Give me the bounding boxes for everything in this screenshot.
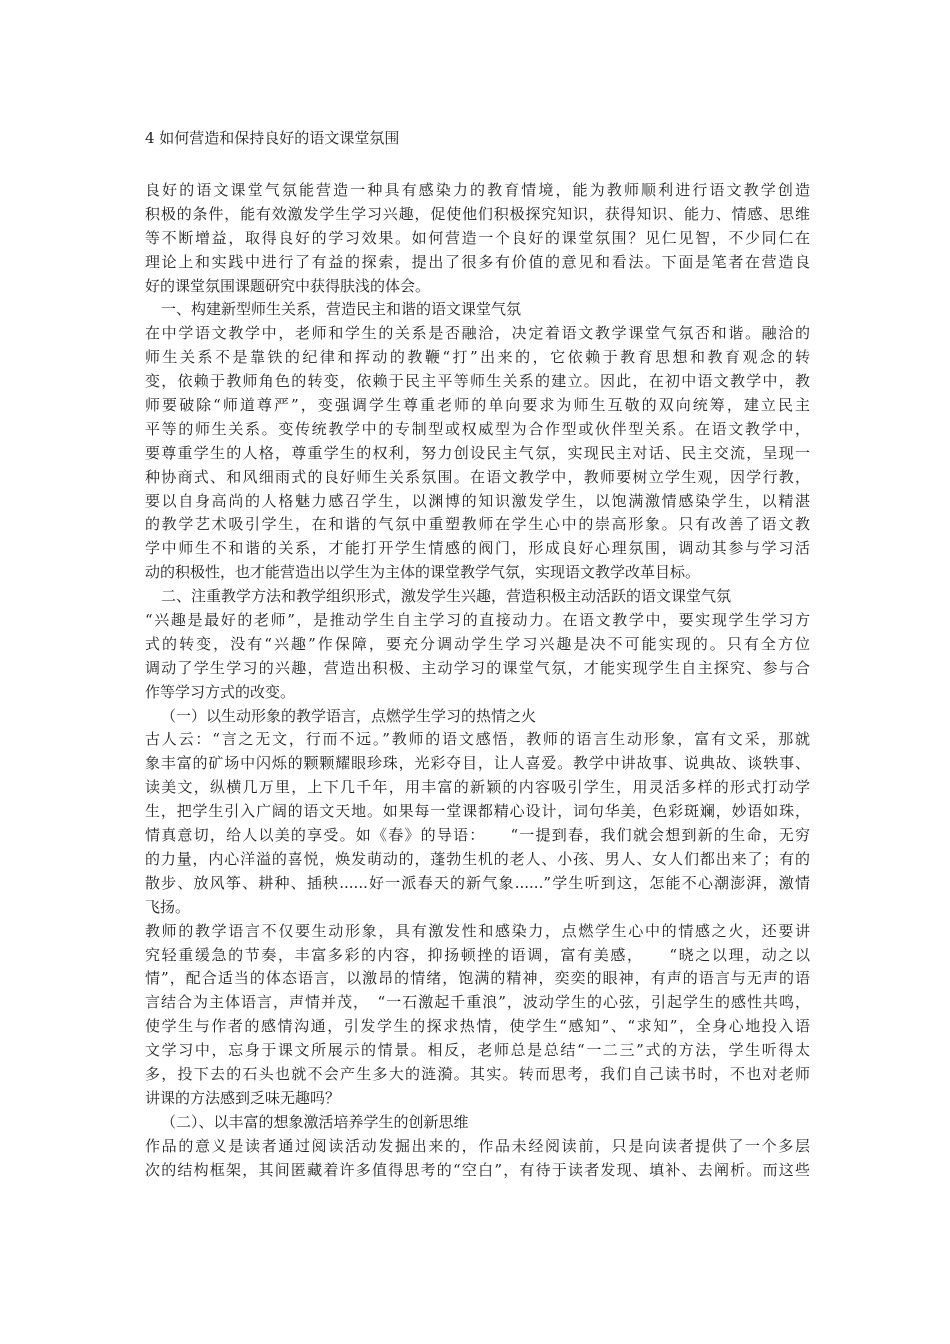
text-line: 古人云：“言之无文，行而不远。”教师的语文感悟，教师的语言生动形象，富有文采，那就 — [145, 730, 810, 749]
text-line: 的教学艺术吸引学生，在和谐的气氛中重塑教师在学生心中的崇高形象。只有改善了语文教 — [145, 515, 810, 534]
text-line: 飞扬。 — [145, 897, 191, 916]
text-line: 学中师生不和谐的关系，才能打开学生情感的阀门，形成良好心理氛围，调动其参与学习活 — [145, 539, 810, 558]
text-line: 在中学语文教学中，老师和学生的关系是否融洽，决定着语文教学课堂气氛否和谐。融洽的 — [145, 324, 810, 343]
text-line: 情”，配合适当的体态语言，以激昂的情绪，饱满的精神，奕奕的眼神，有声的语言与无声的语 — [145, 969, 810, 988]
section-title: 4 如何营造和保持良好的语文课堂氛围 — [145, 129, 400, 147]
text-line: 散步、放风筝、耕种、插秧......好一派春天的新气象......”学生听到这，怎能不心潮澎湃，激情 — [145, 873, 810, 892]
text-line: 讲课的方法感到乏味无趣吗？ — [145, 1088, 341, 1107]
text-line: 教师的教学语言不仅要生动形象，具有激发性和感染力，点燃学生心中的情感之火，还要讲 — [145, 921, 810, 940]
text-line: 作等学习方式的改变。 — [145, 682, 296, 701]
text-line: 生，把学生引入广阔的语文天地。如果每一堂课都精心设计，词句华美，色彩斑斓，妙语如珠， — [145, 802, 810, 821]
text-line: 的力量，内心洋溢的喜悦，焕发萌动的，蓬勃生机的老人、小孩、男人、女人们都出来了；有的 — [145, 849, 810, 868]
text-line: 作品的意义是读者通过阅读活动发掘出来的，作品未经阅读前，只是向读者提供了一个多层 — [145, 1136, 810, 1155]
text-line: 理论上和实践中进行了有益的探索，提出了很多有价值的意见和看法。下面是笔者在营造良 — [145, 252, 810, 271]
section-heading-line: （二）、以丰富的想象激活培养学生的创新思维 — [161, 1112, 469, 1131]
text-line: 象丰富的矿场中闪烁的颗颗耀眼珍珠，光彩夺目，让人喜爱。教学中讲故事、说典故、谈轶事、 — [145, 754, 810, 773]
text-line: 多，投下去的石头也就不会产生多大的涟漪。其实。转而思考，我们自己读书时，不也对老师 — [145, 1064, 810, 1083]
text-line: 究轻重缓急的节奏，丰富多彩的内容，抑扬顿挫的语调，富有美感， “晓之以理，动之以 — [145, 945, 810, 964]
text-line: 积极的条件，能有效激发学生学习兴趣，促使他们积极探究知识，获得知识、能力、情感、思维 — [145, 204, 810, 223]
text-line: 种协商式、和风细雨式的良好师生关系氛围。在语文教学中，教师要树立学生观，因学行教， — [145, 467, 810, 486]
text-line: 师要破除“师道尊严”，变强调学生尊重老师的单向要求为师生互敬的双向统筹，建立民主 — [145, 396, 810, 415]
text-line: 动的积极性，也才能营造出以学生为主体的课堂教学气氛，实现语文教学改革目标。 — [145, 563, 701, 582]
text-line: 情真意切，给人以美的享受。如《春》的导语： “一提到春，我们就会想到新的生命，无穷 — [145, 826, 810, 845]
text-line: 言结合为主体语言，声情并茂， “一石激起千重浪”，波动学生的心弦，引起学生的感性共鸣， — [145, 993, 810, 1012]
text-line: 变，依赖于教师角色的转变，依赖于民主平等师生关系的建立。因此，在初中语文教学中，教 — [145, 372, 810, 391]
text-line: 文学习中，忘身于课文所展示的情景。相反，老师总是总结“一二三”式的方法，学生听得太 — [145, 1041, 810, 1060]
section-heading-line: 一、构建新型师生关系，营造民主和谐的语文课堂气氛 — [161, 300, 522, 319]
text-line: 次的结构框架，其间匿藏着许多值得思考的“空白”，有待于读者发现、填补、去阐析。而这些 — [145, 1160, 810, 1179]
text-line: 读美文，纵横几万里，上下几千年，用丰富的新颖的内容吸引学生，用灵活多样的形式打动学 — [145, 778, 810, 797]
text-line: 要尊重学生的人格，尊重学生的权利，努力创设民主气氛，实现民主对话、民主交流，呈现一 — [145, 443, 810, 462]
section-heading-line: 二、注重教学方法和教学组织形式，激发学生兴趣，营造积极主动活跃的语文课堂气氛 — [161, 587, 732, 606]
text-line: “兴趣是最好的老师”，是推动学生自主学习的直接动力。在语文教学中，要实现学生学习方 — [145, 611, 810, 630]
text-line: 师生关系不是靠铁的纪律和挥动的教鞭“打”出来的，它依赖于教育思想和教育观念的转 — [145, 348, 810, 367]
text-line: 调动了学生学习的兴趣，营造出积极、主动学习的课堂气氛，才能实现学生自主探究、参与合 — [145, 658, 810, 677]
section-heading-line: （一）以生动形象的教学语言，点燃学生学习的热情之火 — [161, 706, 537, 725]
text-line: 好的课堂氛围课题研究中获得肤浅的体会。 — [145, 276, 431, 295]
text-line: 要以自身高尚的人格魅力感召学生，以渊博的知识激发学生，以饱满激情感染学生，以精湛 — [145, 491, 810, 510]
body-text — [145, 179, 810, 1182]
text-line: 平等的师生关系。变传统教学中的专制型或权威型为合作型或伙伴型关系。在语文教学中， — [145, 419, 810, 438]
text-line: 良好的语文课堂气氛能营造一种具有感染力的教育情境，能为教师顺利进行语文教学创造 — [145, 181, 810, 199]
text-line: 式的转变，没有“兴趣”作保障，要充分调动学生学习兴趣是决不可能实现的。只有全方位 — [145, 634, 810, 653]
text-line: 使学生与作者的感情沟通，引发学生的探求热情，使学生“感知”、“求知”，全身心地投入语 — [145, 1017, 810, 1036]
text-line: 等不断增益，取得良好的学习效果。如何营造一个良好的课堂氛围？见仁见智，不少同仁在 — [145, 228, 810, 247]
